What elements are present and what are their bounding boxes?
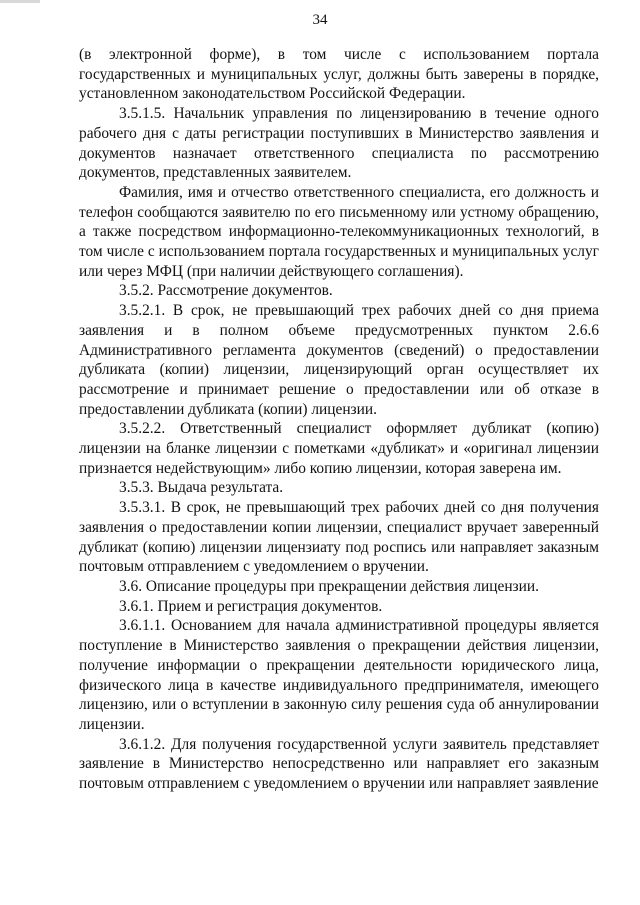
paragraph-3-6-1-1: 3.6.1.1. Основанием для начала административной процедуры является поступление в Министерство заявления о прекращении действия лицензии, получение информации о прекращении деятельности юридического лица, физического лица в качестве индивидуального предпринимателя, имеющего лицензию, или о вступлении в законную силу решения суда об аннулировании лицензии. [79, 617, 599, 733]
paragraph-specialist-contact: Фамилия, имя и отчество ответственного специалиста, его должность и телефон сообщаются заявителю по его письменному или устному обращению, а также посредством информационно-телекоммуникационных технологий, в том числе с использованием портала государственных и муниципальных услуг или через МФЦ (при наличии действующего соглашения). [79, 183, 599, 280]
paragraph-3-5-2-2: 3.5.2.2. Ответственный специалист оформляет дубликат (копию) лицензии на бланке лицензии с пометками «дубликат» и «оригинал лицензии признается недействующим» либо копию лицензии, которая заверена им. [79, 420, 599, 477]
document-body [79, 45, 599, 794]
paragraph-3-6-1: 3.6.1. Прием и регистрация документов. [119, 597, 383, 615]
paragraph-3-5-2-1: 3.5.2.1. В срок, не превышающий трех рабочих дней со дня приема заявления и в полном объеме предусмотренных пунктом 2.6.6 Административного регламента документов (сведений) о предоставлении дубликата (копии) лицензии, лицензирующий орган осуществляет их рассмотрение и принимает решение о предоставлении или об отказе в предоставлении дубликата (копии) лицензии. [79, 302, 599, 418]
paragraph-3-5-2: 3.5.2. Рассмотрение документов. [119, 282, 333, 300]
paragraph-3-6-1-2: 3.6.1.2. Для получения государственной услуги заявитель представляет заявление в Министерство непосредственно или направляет его заказным почтовым отправлением с уведомлением о вручении или направляет заявление [79, 735, 599, 793]
paragraph-3-5-3-1: 3.5.3.1. В срок, не превышающий трех рабочих дней со дня получения заявления о предоставлении копии лицензии, специалист вручает заверенный дубликат (копию) лицензии лицензиату под роспись или направляет заказным почтовым отправлением с уведомлением о вручении. [79, 499, 599, 576]
scan-edge-mark [0, 0, 40, 3]
paragraph-3-5-1-5: 3.5.1.5. Начальник управления по лицензированию в течение одного рабочего дня с даты регистрации поступивших в Министерство заявления и документов назначает ответственного специалиста по рассмотрению документов, представленных заявителем. [79, 105, 599, 182]
paragraph-continuation: (в электронной форме), в том числе с использованием портала государственных и муниципальных услуг, должны быть заверены в порядке, установленном законодательством Российской Федерации. [79, 46, 599, 103]
paragraph-3-6: 3.6. Описание процедуры при прекращении действия лицензии. [119, 577, 539, 595]
paragraph-3-5-3: 3.5.3. Выдача результата. [119, 479, 284, 497]
page-number: 34 [312, 12, 328, 28]
